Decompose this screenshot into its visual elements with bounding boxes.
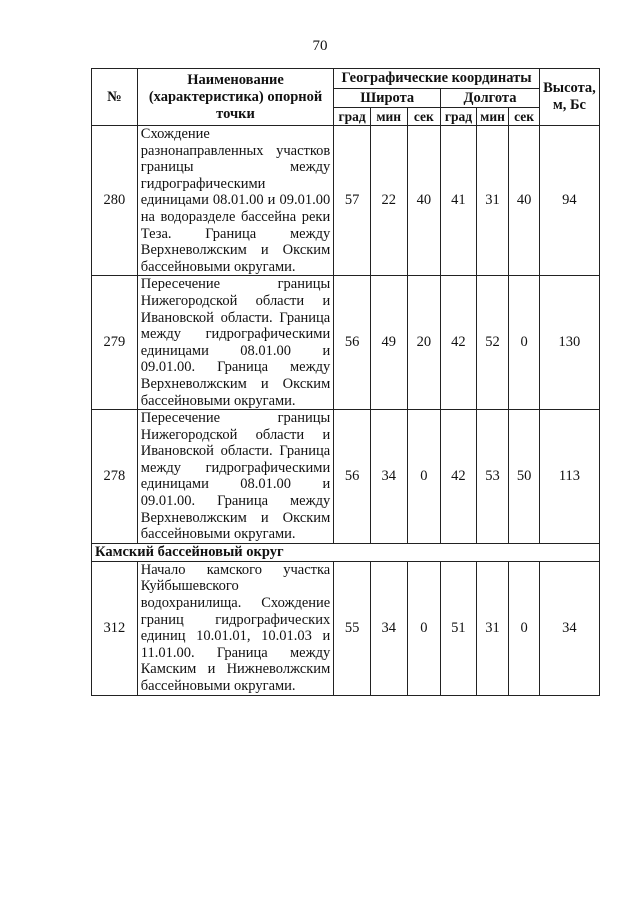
- header-coordinates: Географические координаты: [334, 69, 540, 89]
- point-description: Схождение разнонаправленных участков границы между гидрографическими единицами 08.01.00 и 09.01.00 на водоразделе бассейна реки Теза. Граница между Верхневолжским и Окским бассейновыми округами.: [137, 126, 333, 276]
- lat-min: 34: [370, 410, 407, 544]
- lat-deg: 55: [334, 561, 371, 695]
- height-value: 94: [539, 126, 599, 276]
- header-lat-sec: сек: [407, 108, 441, 126]
- table-row: [92, 276, 600, 410]
- height-value: 34: [539, 561, 599, 695]
- point-description: Пересечение границы Нижегородской области и Ивановской области. Граница между гидрографическими единицами 08.01.00 и 09.01.00. Граница между Верхневолжским и Окским бассейновыми округами.: [137, 276, 333, 410]
- header-name: Наименование (характеристика) опорной точки: [137, 69, 333, 126]
- lon-sec: 50: [509, 410, 540, 544]
- coordinates-table: [91, 68, 600, 696]
- lat-min: 49: [370, 276, 407, 410]
- lon-deg: 42: [441, 276, 477, 410]
- lat-sec: 0: [407, 410, 441, 544]
- section-title: Камский бассейновый округ: [92, 543, 600, 561]
- lat-min: 22: [370, 126, 407, 276]
- lon-deg: 42: [441, 410, 477, 544]
- lat-min: 34: [370, 561, 407, 695]
- lon-sec: 0: [509, 276, 540, 410]
- header-latitude: Широта: [334, 89, 441, 108]
- lon-min: 53: [476, 410, 509, 544]
- height-value: 130: [539, 276, 599, 410]
- lon-deg: 41: [441, 126, 477, 276]
- point-number: 279: [92, 276, 138, 410]
- lon-sec: 0: [509, 561, 540, 695]
- header-lon-deg: град: [441, 108, 477, 126]
- header-lon-sec: сек: [509, 108, 540, 126]
- point-description: Начало камского участка Куйбышевского водохранилища. Схождение границ гидрографических единиц 10.01.01, 10.01.03 и 11.01.00. Граница между Камским и Нижневолжским бассейновыми округами.: [137, 561, 333, 695]
- lon-sec: 40: [509, 126, 540, 276]
- header-lat-deg: град: [334, 108, 371, 126]
- table-row: [92, 561, 600, 695]
- lat-deg: 57: [334, 126, 371, 276]
- lat-sec: 40: [407, 126, 441, 276]
- lon-min: 52: [476, 276, 509, 410]
- lon-min: 31: [476, 561, 509, 695]
- header-number: №: [92, 69, 138, 126]
- lat-deg: 56: [334, 276, 371, 410]
- point-number: 280: [92, 126, 138, 276]
- point-description: Пересечение границы Нижегородской области и Ивановской области. Граница между гидрографическими единицами 08.01.00 и 09.01.00. Граница между Верхневолжским и Окским бассейновыми округами.: [137, 410, 333, 544]
- lon-min: 31: [476, 126, 509, 276]
- lat-sec: 0: [407, 561, 441, 695]
- point-number: 312: [92, 561, 138, 695]
- point-number: 278: [92, 410, 138, 544]
- table-row: [92, 410, 600, 544]
- section-row: [92, 543, 600, 561]
- lat-deg: 56: [334, 410, 371, 544]
- header-lat-min: мин: [370, 108, 407, 126]
- page-number: 70: [312, 38, 328, 54]
- lon-deg: 51: [441, 561, 477, 695]
- header-lon-min: мин: [476, 108, 509, 126]
- table-row: [92, 126, 600, 276]
- header-longitude: Долгота: [441, 89, 540, 108]
- header-height: Высота, м, Бс: [539, 69, 599, 126]
- height-value: 113: [539, 410, 599, 544]
- lat-sec: 20: [407, 276, 441, 410]
